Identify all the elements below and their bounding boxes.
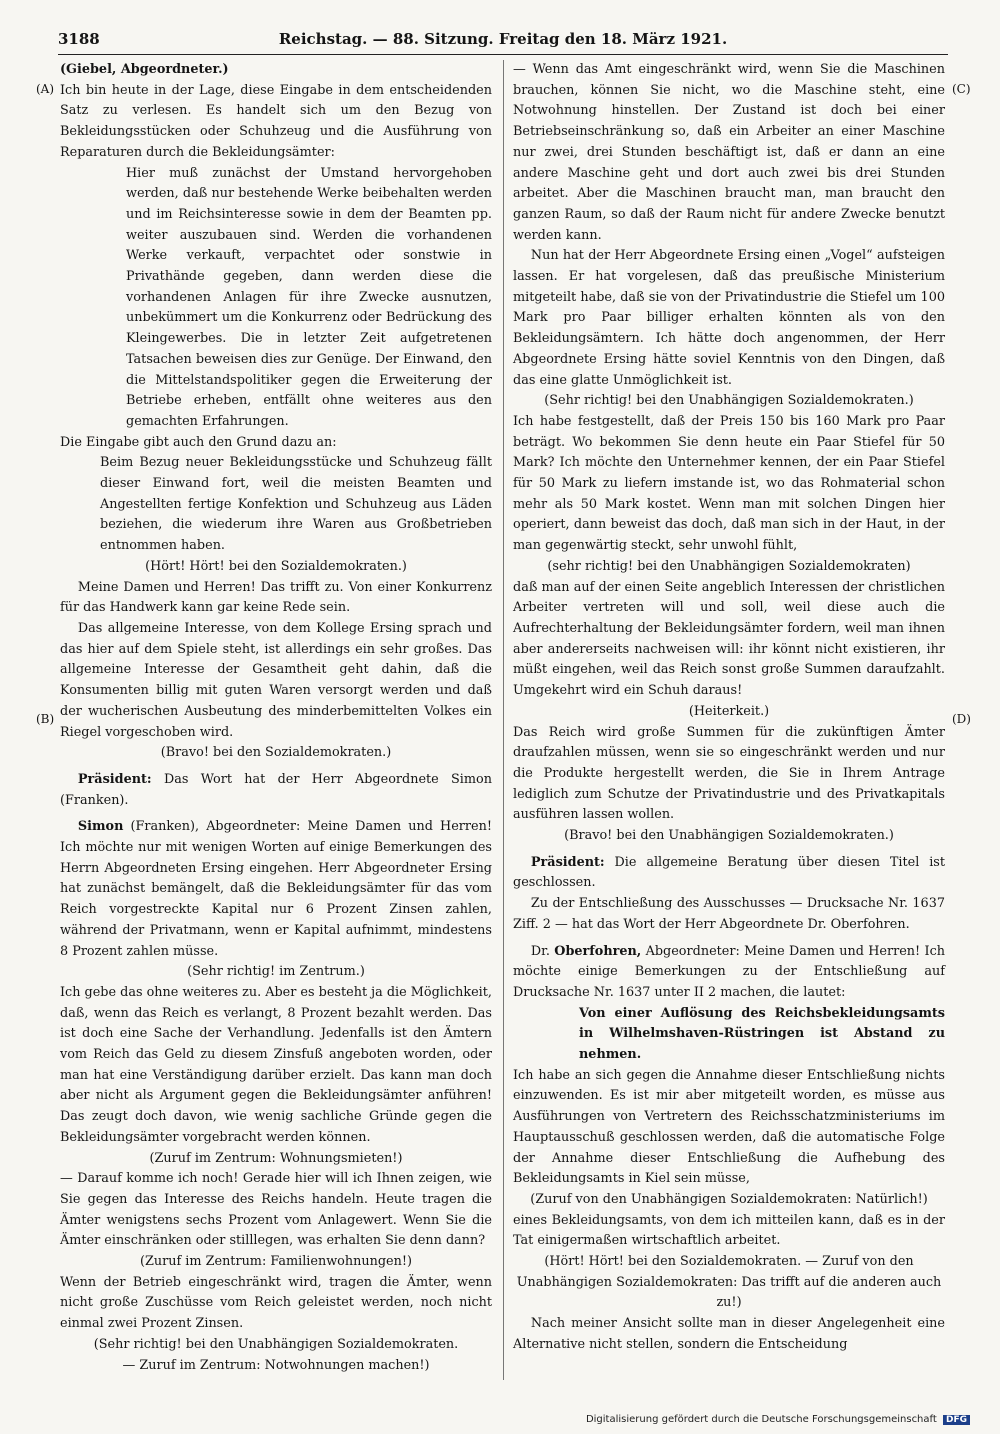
interjection: (Hört! Hört! bei den Sozialdemokraten.) [145,558,407,574]
paragraph: Wenn der Betrieb eingeschränkt wird, tragen die Ämter, wenn nicht große Zuschüsse vom Reich geleistet werden, noch nicht einmal zwei Prozent Zinsen. [60,1274,492,1332]
page-number: 3188 [58,30,100,48]
right-column [513,60,945,1356]
paragraph: Das allgemeine Interesse, von dem Kollege Ersing sprach und das hier auf dem Spiele steht, ist allerdings ein sehr großes. Das allgemeine Interesse der Gesamtheit geht dahin, daß die Konsumenten billig mit guten Waren versorgt werden und daß der wucherischen Ausbeutung des minderbemittelten Volkes ein Riegel vorgeschoben wird. [60,620,492,740]
footer-credit [586,1414,970,1425]
speaker-paragraph [60,770,492,811]
paragraph: daß man auf der einen Seite angeblich Interessen der christlichen Arbeiter vertreten will und soll, weil diese auch die Aufrechterhaltung der Bekleidungsämter fordern, weil man ihnen aber andererseits nachweisen will: ihr könnt nicht existieren, ihr müßt eingehen, weil das Reich sonst große Summen daraufzahlt. Umgekehrt wird ein Schuh daraus! [513,579,945,699]
left-column [60,60,492,1376]
quotation: Von einer Auflösung des Reichsbekleidungsamts in Wilhelmshaven-Rüstringen ist Abstand zu nehmen. [579,1005,945,1063]
margin-marker-b: (B) [36,712,55,726]
paragraph: Meine Damen und Herren! Das trifft zu. Von einer Konkurrenz für das Handwerk kann gar keine Rede sein. [60,579,492,616]
interjection: (Hört! Hört! bei den Sozialdemokraten. — Zuruf von den Unabhängigen Sozialdemokraten: Das trifft auf die anderen auch zu!) [516,1254,942,1311]
paragraph: — Darauf komme ich noch! Gerade hier will ich Ihnen zeigen, wie Sie gegen das Interesse des Reichs handeln. Heute tragen die Ämter wenigstens sechs Prozent vom Anlagewert. Wenn Sie die Ämter einschränken oder stilllegen, was erhalten Sie denn dann? [60,1171,492,1249]
paragraph: Nun hat der Herr Abgeordnete Ersing einen „Vogel“ aufsteigen lassen. Er hat vorgelesen, daß das preußische Ministerium mitgeteilt habe, daß sie von der Privatindustrie die Stiefel um 100 Mark pro Paar billiger erhalten könnten als von den Bekleidungsämtern. Ich hätte doch angenommen, der Herr Abgeordnete Ersing hätte soviel Kenntnis von den Dingen, daß das eine glatte Unmöglichkeit ist. [513,248,945,388]
interjection: (Sehr richtig! im Zentrum.) [187,964,365,980]
speaker-title: Dr. [530,943,550,959]
speech-text: Abgeordneter: Meine Damen und Herren! Ich möchte einige Bemerkungen zu der Entschließung auf Drucksache Nr. 1637 unter II 2 machen, die lautet: [513,943,945,1000]
speaker-name: Präsident: [77,771,152,787]
interjection: — Zuruf im Zentrum: Notwohnungen machen!) [122,1357,430,1373]
speech-text: Die allgemeine Beratung über diesen Titel ist geschlossen. [513,854,945,891]
interjection: (Sehr richtig! bei den Unabhängigen Sozialdemokraten. [93,1336,459,1352]
paragraph: Nach meiner Ansicht sollte man in dieser Angelegenheit eine Alternative nicht stellen, sondern die Entscheidung [513,1316,945,1352]
interjection: (Zuruf im Zentrum: Wohnungsmieten!) [149,1150,403,1166]
paragraph: Das Reich wird große Summen für die zukünftigen Ämter draufzahlen müssen, wenn sie so eingeschränkt werden und nur die Produkte hergestellt werden, die Sie in Ihrem Antrage lediglich zum Schutze der Privatindustrie und des Privatkapitals ausführen lassen wollen. [513,724,945,823]
interjection: (Zuruf im Zentrum: Familienwohnungen!) [140,1254,412,1270]
speaker-paragraph [513,942,945,1004]
quotation: Beim Bezug neuer Bekleidungsstücke und Schuhzeug fällt dieser Einwand fort, weil die meisten Beamten und Angestellten fertige Konfektion und Schuhzeug aus Läden beziehen, die wiederum ihre Waren aus Großbetrieben entnommen haben. [100,455,492,554]
footer-text: Digitalisierung gefördert durch die Deutsche Forschungsgemeinschaft [585,1414,937,1425]
speech-text: Das Wort hat der Herr Abgeordnete Simon (Franken). [60,771,492,808]
interjection: (Bravo! bei den Sozialdemokraten.) [160,745,392,761]
interjection: (Sehr richtig! bei den Unabhängigen Sozialdemokraten.) [544,393,914,409]
paragraph: Ich habe an sich gegen die Annahme dieser Entschließung nichts einzuwenden. Es ist mir aber mitgeteilt worden, es müsse aus Ausführungen von Vertretern des Reichsschatzministeriums im Hauptausschuß geschlossen werden, daß die automatische Folge der Annahme dieser Entschließung die Aufhebung des Bekleidungsamts in Kiel sein müsse, [513,1067,945,1187]
interjection: (Heiterkeit.) [688,703,770,719]
page-header [58,30,948,52]
speaker-name: Präsident: [530,854,605,870]
speaker-name: Simon [77,819,124,835]
margin-marker-d: (D) [952,712,971,726]
paragraph: — Wenn das Amt eingeschränkt wird, wenn Sie die Maschinen brauchen, können Sie nicht, wo die Maschine steht, eine Notwohnung hinstellen. Der Zustand ist doch bei einer Betriebseinschränkung so, daß ein Arbeiter an einer Maschine nur zwei, drei Stunden beschäftigt ist, daß er dann an eine andere Maschine geht und dort auch zwei bis drei Stunden arbeitet. Aber die Maschinen braucht man, man braucht den ganzen Raum, so daß der Raum nicht für andere Zwecke benutzt werden kann. [513,62,945,243]
header-title: Reichstag. — 88. Sitzung. Freitag den 18. März 1921. [278,30,728,48]
speaker-paragraph [60,817,492,962]
speaker-name: Oberfohren, [554,943,642,959]
paragraph: eines Bekleidungsamts, von dem ich mitteilen kann, daß es in der Tat einigermaßen wirtschaftlich arbeitet. [513,1212,945,1249]
dfg-logo-icon: DFG [943,1415,970,1425]
paragraph: Ich bin heute in der Lage, diese Eingabe in dem entscheidenden Satz zu verlesen. Es handelt sich um den Bezug von Bekleidungsstücken oder Schuhzeug und die Ausführung von Reparaturen durch die Bekleidungsämter: [60,82,492,160]
header-rule [58,54,948,55]
paragraph: Ich habe festgestellt, daß der Preis 150 bis 160 Mark pro Paar beträgt. Wo bekommen Sie denn heute ein Paar Stiefel für 50 Mark? Ich möchte den Unternehmer kennen, der ein Paar Stiefel für 50 Mark zu liefern imstande ist, wo das Rohmaterial schon mehr als 50 Mark kostet. Wenn man mit solchen Dingen hier operiert, dann beweist das doch, daß man sich in der Haut, in der man gegenwärtig steckt, sehr unwohl fühlt, [513,413,945,554]
interjection: (Bravo! bei den Unabhängigen Sozialdemokraten.) [564,828,894,844]
paragraph: Die Eingabe gibt auch den Grund dazu an: [60,434,337,450]
paragraph: Ich gebe das ohne weiteres zu. Aber es besteht ja die Möglichkeit, daß, wenn das Reich es verlangt, 8 Prozent bezahlt werden. Das ist doch eine Sache der Verhandlung. Jedenfalls ist den Ämtern vom Reich das Geld zu diesem Zinsfuß angeboten worden, oder man hat eine Verständigung darüber erzielt. Das kann man doch aber nicht als Argument gegen die Bekleidungsämter anführen! Das zeugt doch davon, wie wenig sachliche Gründe gegen die Bekleidungsämter vorgebracht werden können. [60,984,492,1145]
speech-text: (Franken), Abgeordneter: Meine Damen und Herren! Ich möchte nur mit wenigen Worten auf einige Bemerkungen des Herrn Abgeordneten Ersing eingehen. Herr Abgeordneter Ersing hat zunächst bemängelt, daß die Bekleidungsämter für das vom Reich vorgestreckte Kapital nur 6 Prozent Zinsen zahlen, während der Privatmann, wenn er Kapital aufnimmt, mindestens 8 Prozent zahlen müsse. [60,819,492,959]
margin-marker-a: (A) [36,82,55,96]
speaker-paragraph [513,853,945,894]
running-head: (Giebel, Abgeordneter.) [60,62,229,77]
column-divider [503,60,504,1380]
quotation: Hier muß zunächst der Umstand hervorgehoben werden, daß nur bestehende Werke beibehalten werden und im Reichsinteresse sowie in dem der Beamten pp. weiter auszubauen sind. Werden die vorhandenen Werke verkauft, verpachtet oder sonstwie in Privathände gegeben, dann werden diese die vorhandenen Anlagen für ihre Zwecke ausnutzen, unbekümmert um die Konkurrenz oder Bedrückung des Kleingewerbes. Die in letzter Zeit aufgetretenen Tatsachen beweisen dies zur Genüge. Der Einwand, den die Mittelstandspolitiker gegen die Erweiterung der Betriebe erheben, entfällt ohne weiteres aus den gemachten Erfahrungen. [126,165,492,429]
paragraph: Zu der Entschließung des Ausschusses — Drucksache Nr. 1637 Ziff. 2 — hat das Wort der Herr Abgeordnete Dr. Oberfohren. [513,896,945,932]
interjection: (Zuruf von den Unabhängigen Sozialdemokraten: Natürlich!) [530,1191,928,1207]
margin-marker-c: (C) [952,82,971,96]
interjection: (sehr richtig! bei den Unabhängigen Sozialdemokraten) [547,558,911,574]
